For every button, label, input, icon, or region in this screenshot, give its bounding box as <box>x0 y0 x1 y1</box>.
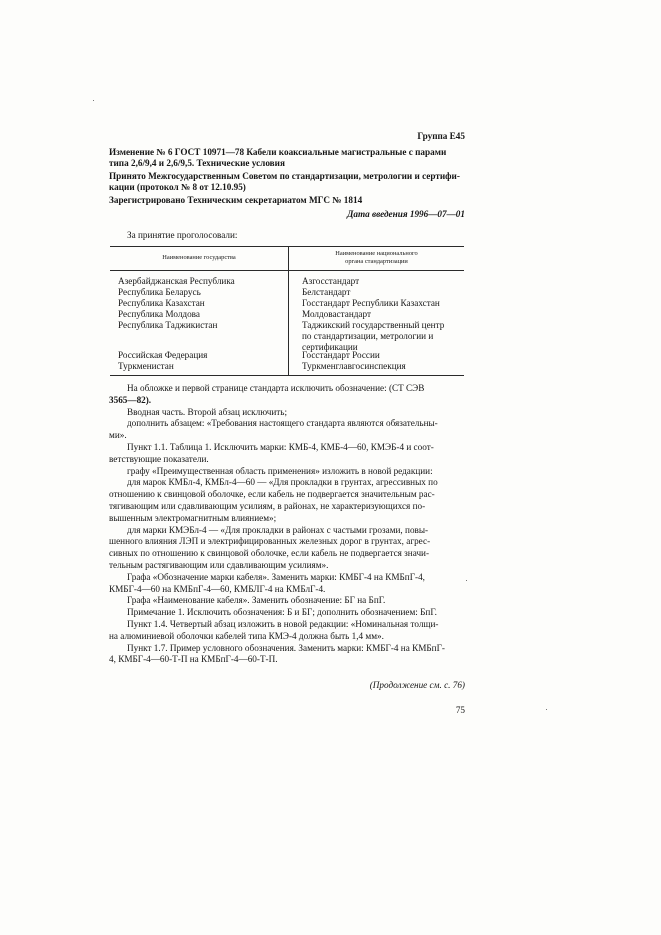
body-text-line: Примечание 1. Исключить обозначения: Б и БГ; дополнить обозначением: БпГ. <box>127 607 437 617</box>
table-cell-body: Туркменглавгосинспекция <box>302 361 406 371</box>
adopted-line2: кации (протокол № 8 от 12.10.95) <box>109 182 246 192</box>
table-header-rule <box>110 270 464 271</box>
voting-intro: За принятие проголосовали: <box>127 230 238 240</box>
body-text-line: для марок КМБл-4, КМБл-4—60 — «Для прокладки в грунтах, агрессивных по <box>127 477 438 487</box>
table-cell-state: Республика Казахстан <box>118 298 205 308</box>
table-header-state: Наименование государства <box>162 254 236 261</box>
table-cell-body: сертификации <box>302 342 358 352</box>
table-cell-state: Азербайджанская Республика <box>118 276 235 286</box>
registered-line: Зарегистрировано Техническим секретариатом МГС № 1814 <box>109 195 363 205</box>
body-text-line: вышенным электромагнитным влиянием»; <box>109 513 277 523</box>
body-text-line: графу «Преимущественная область применения» изложить в новой редакции: <box>127 466 433 476</box>
group-label: Группа Е45 <box>417 131 465 141</box>
table-cell-body: по стандартизации, метрологии и <box>302 331 434 341</box>
table-cell-state: Туркменистан <box>118 361 174 371</box>
body-text-line: 4, КМБГ-4—60-Т-П на КМБпГ-4—60-Т-П. <box>109 654 278 664</box>
table-header-body-line1: Наименование национального <box>335 250 418 257</box>
body-text-line: для марки КМЭБл-4 — «Для прокладки в районах с частыми грозами, повы- <box>127 525 429 535</box>
body-text-line: Пункт 1.4. Четвертый абзац изложить в новой редакции: «Номинальная толщи- <box>127 619 439 629</box>
table-cell-state: Республика Таджикистан <box>118 320 218 330</box>
table-top-rule <box>110 246 464 247</box>
scan-speck <box>546 709 547 710</box>
body-text-line: Графа «Наименование кабеля». Заменить обозначение: БГ на БпГ. <box>127 595 386 605</box>
table-cell-state: Республика Беларусь <box>118 287 201 297</box>
body-text-line: ветствующие показатели. <box>109 454 209 464</box>
amendment-title-line2: типа 2,6/9,4 и 2,6/9,5. Технические условия <box>109 158 285 168</box>
body-text-line: шенного влияния ЛЭП и электрифицированных железных дорог в грунтах, агрес- <box>109 536 431 546</box>
adopted-line1: Принято Межгосударственным Советом по стандартизации, метрологии и сертифи- <box>109 171 460 181</box>
table-header-body-line2: органа стандартизации <box>345 258 408 265</box>
body-text-line: тягивающим или сдавливающим усилиям, в районах, не характеризующихся по- <box>109 501 426 511</box>
body-text-line: 3565—82). <box>109 395 152 405</box>
table-cell-body: Госстандарт России <box>302 350 380 360</box>
body-text-line: отношению к свинцовой оболочке, если кабель не подвергается значительным рас- <box>109 489 435 499</box>
body-text-line: Пункт 1.1. Таблица 1. Исключить марки: КМБ-4, КМБ-4—60, КМЭБ-4 и соот- <box>127 442 434 452</box>
body-text-line: дополнить абзацем: «Требования настоящего стандарта являются обязательны- <box>127 418 438 428</box>
table-cell-body: Госстандарт Республики Казахстан <box>302 298 440 308</box>
body-text-line: сивных по отношению к свинцовой оболочке, если кабель не подвергается значи- <box>109 548 430 558</box>
continuation-note: (Продолжение см. с. 76) <box>369 680 465 690</box>
table-bottom-rule <box>110 375 464 376</box>
table-cell-body: Белстандарт <box>302 287 351 297</box>
body-text-line: На обложке и первой странице стандарта исключить обозначение: (СТ СЭВ <box>127 383 425 393</box>
body-text-line: ми». <box>109 430 127 440</box>
body-text-line: тельным растягивающим или сдавливающим усилиям». <box>109 560 329 570</box>
effective-date: Дата введения 1996—07—01 <box>347 209 465 219</box>
table-cell-state: Российская Федерация <box>118 350 208 360</box>
table-cell-state: Республика Молдова <box>118 309 200 319</box>
body-text-line: Графа «Обозначение марки кабеля». Заменить марки: КМБГ-4 на КМБпГ-4, <box>127 572 425 582</box>
body-text-line: Вводная часть. Второй абзац исключить; <box>127 407 288 417</box>
page-number: 75 <box>455 705 465 715</box>
table-cell-body: Азгосстандарт <box>302 276 360 286</box>
scan-speck <box>466 580 467 581</box>
table-cell-body: Таджикский государственный центр <box>302 320 445 330</box>
scan-speck <box>93 100 94 101</box>
table-cell-body: Молдовастандарт <box>302 309 371 319</box>
body-text-line: на алюминиевой оболочки кабелей типа КМЭ-4 должна быть 1,4 мм». <box>109 631 384 641</box>
table-header-body <box>289 250 464 266</box>
amendment-title-line1: Изменение № 6 ГОСТ 10971—78 Кабели коаксиальные магистральные с парами <box>109 147 447 157</box>
body-text-line: КМБГ-4—60 на КМБпГ-4—60, КМБЛГ-4 на КМБлГ-4. <box>109 584 326 594</box>
body-text-line: Пункт 1.7. Пример условного обозначения. Заменить марки: КМБГ-4 на КМБпГ- <box>127 643 445 653</box>
